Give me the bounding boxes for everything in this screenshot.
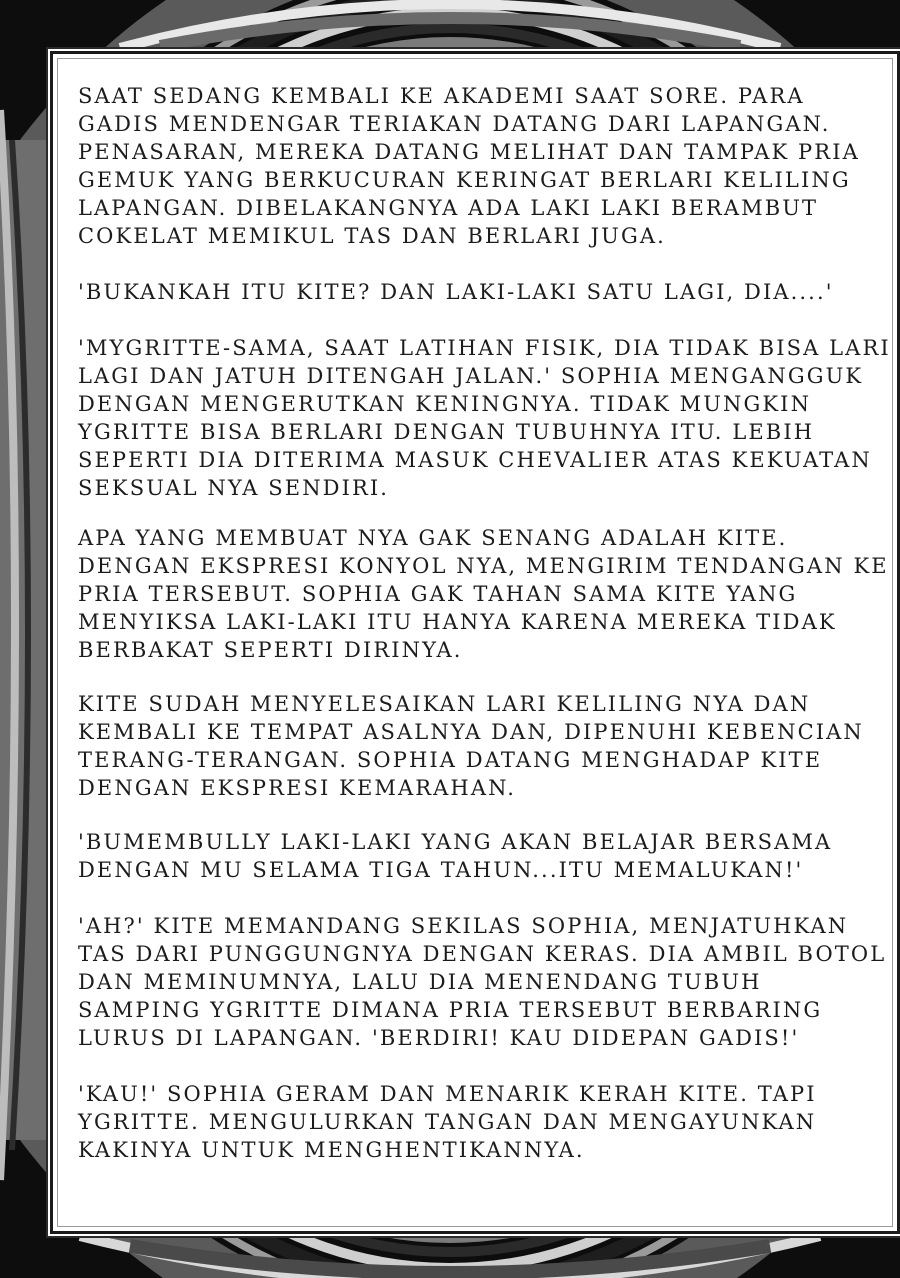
paragraph-1: SAAT SEDANG KEMBALI KE AKADEMI SAAT SORE. PARA GADIS MENDENGAR TERIAKAN DATANG DARI LAPANGAN. PENASARAN, MEREKA DATANG MELIHAT DAN TAMPAK PRIA GEMUK YANG BERKUCURAN KERINGAT BERLARI KELILING LAPANGAN. DIBELAKANGNYA ADA LAKI LAKI BERAMBUT COKELAT MEMIKUL TAS DAN BERLARI JUGA. bbox=[78, 84, 860, 248]
paragraph-8: 'KAU!' SOPHIA GERAM DAN MENARIK KERAH KITE. TAPI YGRITTE. MENGULURKAN TANGAN DAN MENGAYUNKAN KAKINYA UNTUK MENGHENTIKANNYA. bbox=[78, 1082, 817, 1162]
text-panel bbox=[50, 51, 900, 1234]
story-text bbox=[78, 82, 893, 1164]
paragraph-3: 'MYGRITTE-SAMA, SAAT LATIHAN FISIK, DIA TIDAK BISA LARI LAGI DAN JATUH DITENGAH JALAN.' SOPHIA MENGANGGUK DENGAN MENGERUTKAN KENINGNYA. TIDAK MUNGKIN YGRITTE BISA BERLARI DENGAN TUBUHNYA ITU. LEBIH SEPERTI DIA DITERIMA MASUK CHEVALIER ATAS KEKUATAN SEKSUAL NYA SENDIRI. bbox=[78, 336, 891, 500]
paragraph-6: 'BUMEMBULLY LAKI-LAKI YANG AKAN BELAJAR BERSAMA DENGAN MU SELAMA TIGA TAHUN...ITU MEMALUKAN!' bbox=[78, 830, 833, 882]
paragraph-2: 'BUKANKAH ITU KITE? DAN LAKI-LAKI SATU LAGI, DIA....' bbox=[78, 280, 834, 304]
paragraph-4: APA YANG MEMBUAT NYA GAK SENANG ADALAH KITE. DENGAN EKSPRESI KONYOL NYA, MENGIRIM TENDANGAN KE PRIA TERSEBUT. SOPHIA GAK TAHAN SAMA KITE YANG MENYIKSA LAKI-LAKI ITU HANYA KARENA MEREKA TIDAK BERBAKAT SEPERTI DIRINYA. bbox=[78, 526, 889, 662]
paragraph-7: 'AH?' KITE MEMANDANG SEKILAS SOPHIA, MENJATUHKAN TAS DARI PUNGGUNGNYA DENGAN KERAS. DIA AMBIL BOTOL DAN MEMINUMNYA, LALU DIA MENENDANG TUBUH SAMPING YGRITTE DIMANA PRIA TERSEBUT BERBARING LURUS DI LAPANGAN. 'BERDIRI! KAU DIDEPAN GADIS!' bbox=[78, 914, 887, 1050]
paragraph-5: KITE SUDAH MENYELESAIKAN LARI KELILING NYA DAN KEMBALI KE TEMPAT ASALNYA DAN, DIPENUHI KEBENCIAN TERANG-TERANGAN. SOPHIA DATANG MENGHADAP KITE DENGAN EKSPRESI KEMARAHAN. bbox=[78, 692, 864, 800]
